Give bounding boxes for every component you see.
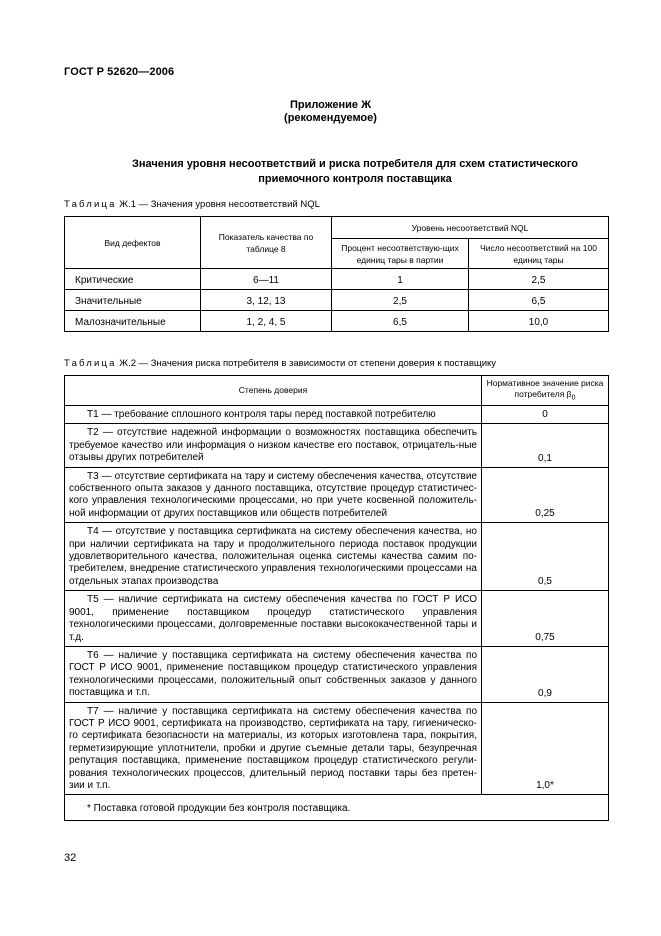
trust-level-description: Т7 — наличие у поставщика сертификата на систему обеспечения качества по ГОСТ Р ИСО 9001, сертификата на производство, сертификата на тару, гигиеническо-го сертификата безопасности на материалы, из которых изготовлена тара, покрытия, герметизирующие уплотнители, пробки и другие съемные детали тары, безупречная репутация поставщика, применение поставщиком процедур статистического регули-рования технологических процессов, длительный период поставки тары без претен-зии и т.п. — [65, 702, 482, 795]
table1-caption — [64, 199, 320, 210]
table-row — [65, 467, 609, 523]
table2-caption — [64, 358, 496, 369]
trust-level-description: Т3 — отсутствие сертификата на тару и систему обеспечения качества, отсутствие собственного опыта заказов у данного поставщика, отсутствие процедур статистичес-кого управления технологическими процессами, но при учете косвенной положитель-ной информации от других поставщиков или обществ потребителей — [65, 467, 482, 523]
header-defect-types: Вид дефектов — [65, 217, 201, 269]
annex-title: Приложение Ж — [289, 99, 372, 111]
risk-value: 1,0* — [482, 702, 609, 795]
table-row — [65, 406, 609, 424]
row-defect-type: Критические — [65, 269, 201, 290]
table-row — [65, 646, 609, 702]
trust-level-description: Т2 — отсутствие надежной информации о возможностях поставщика обеспечить требуемое качество или информация о низком качестве его поставок, отрицатель-ные отзывы других потребителей — [65, 424, 482, 467]
header-quality-indicator: Показатель качества по таблице 8 — [201, 217, 332, 269]
header-normative-risk-text: Нормативное значение риска потребителя β — [486, 377, 604, 399]
table2-caption-prefix: Таблица — [64, 358, 117, 369]
table1-caption-text: Ж.1 — Значения уровня несоответствий NQL — [116, 199, 320, 210]
row-count: 10,0 — [469, 311, 609, 332]
table-row — [65, 424, 609, 467]
risk-value: 0,25 — [482, 467, 609, 523]
table-footnote: * Поставка готовой продукции без контроля поставщика. — [65, 795, 609, 821]
consumer-risk-table — [64, 375, 609, 821]
row-defect-type: Значительные — [65, 290, 201, 311]
annex-block — [0, 99, 661, 125]
trust-level-description: Т5 — наличие сертификата на систему обеспечения качества по ГОСТ Р ИСО 9001, применение поставщиком процедур статистического управления технологическими процессами, долговременные поставки высококачественной тары и т.д. — [65, 591, 482, 647]
header-trust-degree: Степень доверия — [65, 376, 482, 406]
row-count: 6,5 — [469, 290, 609, 311]
risk-value: 0,75 — [482, 591, 609, 647]
nql-table — [64, 216, 609, 332]
risk-value: 0,5 — [482, 523, 609, 591]
row-percent: 2,5 — [332, 290, 469, 311]
row-percent: 6,5 — [332, 311, 469, 332]
table-row — [65, 311, 609, 332]
trust-level-description: Т1 — требование сплошного контроля тары перед поставкой потребителю — [65, 406, 482, 424]
header-nql-level: Уровень несоответствий NQL — [332, 217, 609, 239]
table-row — [65, 290, 609, 311]
row-defect-type: Малозначительные — [65, 311, 201, 332]
table-row — [65, 523, 609, 591]
beta-subscript: 0 — [571, 394, 576, 402]
page-number: 32 — [64, 852, 77, 864]
trust-level-description: Т4 — отсутствие у поставщика сертификата на систему обеспечения качества, но при наличии сертификата на тару и продолжительного периода поставок продукции удовлетворительного качества, положительная оценка системы качества самим по-требителем, внедрение статистического управления технологическими процессами на отдельных этапах производства — [65, 523, 482, 591]
risk-value: 0 — [482, 406, 609, 424]
row-indicator: 3, 12, 13 — [201, 290, 332, 311]
section-heading-line1: Значения уровня несоответствий и риска потребителя для схем статистического — [132, 158, 578, 170]
section-heading-line2: приемочного контроля поставщика — [258, 173, 452, 185]
header-count-per-100: Число несоответствий на 100 единиц тары — [469, 239, 609, 269]
table-row — [65, 702, 609, 795]
document-code: ГОСТ Р 52620—2006 — [64, 66, 175, 78]
risk-value: 0,9 — [482, 646, 609, 702]
row-indicator: 1, 2, 4, 5 — [201, 311, 332, 332]
annex-status: (рекомендуемое) — [284, 112, 377, 124]
table-row — [65, 591, 609, 647]
table2-caption-text: Ж.2 — Значения риска потребителя в зависимости от степени доверия к поставщику — [116, 358, 497, 369]
table1-caption-prefix: Таблица — [64, 199, 117, 210]
row-percent: 1 — [332, 269, 469, 290]
row-indicator: 6—11 — [201, 269, 332, 290]
risk-value: 0,1 — [482, 424, 609, 467]
row-count: 2,5 — [469, 269, 609, 290]
table-row — [65, 269, 609, 290]
header-normative-risk — [482, 376, 609, 406]
header-percent-nonconforming: Процент несоответствую-щих единиц тары в партии — [332, 239, 469, 269]
trust-level-description: Т6 — наличие у поставщика сертификата на систему обеспечения качества по ГОСТ Р ИСО 9001, применение поставщиком процедур статистического управления технологическими процессами, положительный опыт собственных заказов у данного поставщика и т.п. — [65, 646, 482, 702]
section-heading — [110, 157, 600, 187]
